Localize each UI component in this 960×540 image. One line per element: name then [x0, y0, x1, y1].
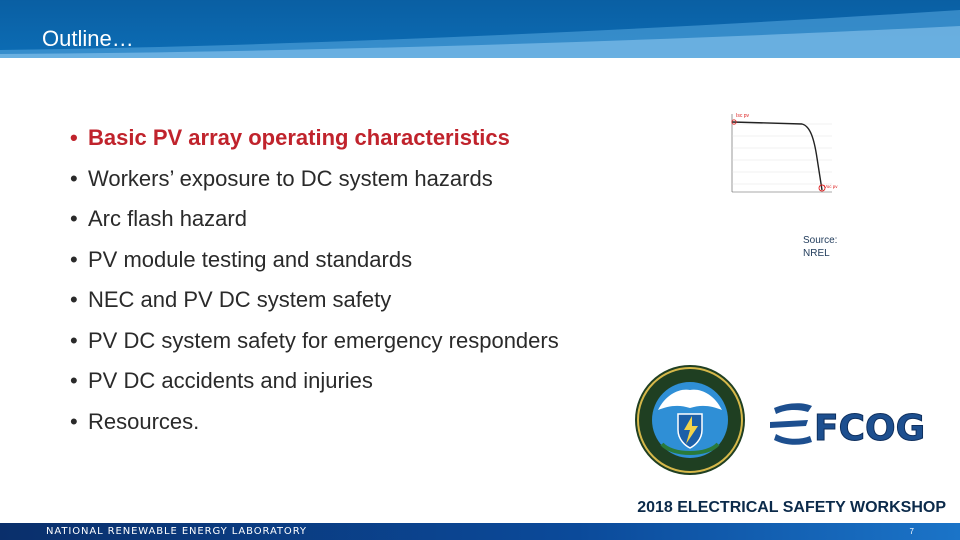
footer-organization: NATIONAL RENEWABLE ENERGY LABORATORY	[46, 526, 307, 537]
outline-item-text: Resources.	[88, 408, 200, 434]
outline-item-text: NEC and PV DC system safety	[88, 287, 392, 312]
iv-curve-chart-image	[722, 108, 838, 204]
outline-list	[70, 118, 559, 442]
doe-seal-logo	[632, 364, 748, 476]
bullet-marker: •	[70, 125, 78, 150]
outline-item	[70, 118, 559, 159]
svg-text:FCOG: FCOG	[814, 408, 926, 448]
header-bar	[0, 0, 960, 58]
isc-label: Isc pv	[736, 113, 750, 119]
bullet-marker: •	[70, 165, 78, 191]
outline-item	[70, 361, 559, 402]
header-swoosh-graphic	[0, 0, 960, 58]
outline-item	[70, 321, 559, 362]
outline-item-text: Basic PV array operating characteristics	[88, 125, 510, 150]
outline-item-text: PV DC system safety for emergency responders	[88, 327, 559, 353]
outline-item-text: Arc flash hazard	[88, 206, 247, 231]
outline-item	[70, 199, 559, 240]
bullet-marker: •	[70, 246, 78, 272]
footer-bar	[0, 523, 960, 540]
outline-item	[70, 159, 559, 200]
outline-item-text: PV DC accidents and injuries	[88, 368, 373, 393]
outline-item	[70, 402, 559, 443]
slide-title: Outline…	[42, 26, 134, 51]
bullet-marker: •	[70, 408, 78, 434]
page-number: 7	[909, 527, 914, 536]
outline-item	[70, 280, 559, 321]
outline-item	[70, 240, 559, 281]
source-label: Source:	[803, 235, 838, 246]
bullet-marker: •	[70, 368, 78, 393]
bullet-marker: •	[70, 287, 78, 312]
image-source-caption	[803, 234, 837, 260]
bullet-marker: •	[70, 327, 78, 353]
workshop-label: 2018 ELECTRICAL SAFETY WORKSHOP	[637, 499, 946, 516]
source-name: NREL	[803, 248, 830, 259]
bullet-marker: •	[70, 206, 78, 231]
efcog-logo	[768, 398, 944, 448]
outline-item-text: PV module testing and standards	[88, 246, 413, 272]
voc-label: Voc pv	[824, 184, 838, 189]
outline-item-text: Workers’ exposure to DC system hazards	[88, 165, 493, 191]
